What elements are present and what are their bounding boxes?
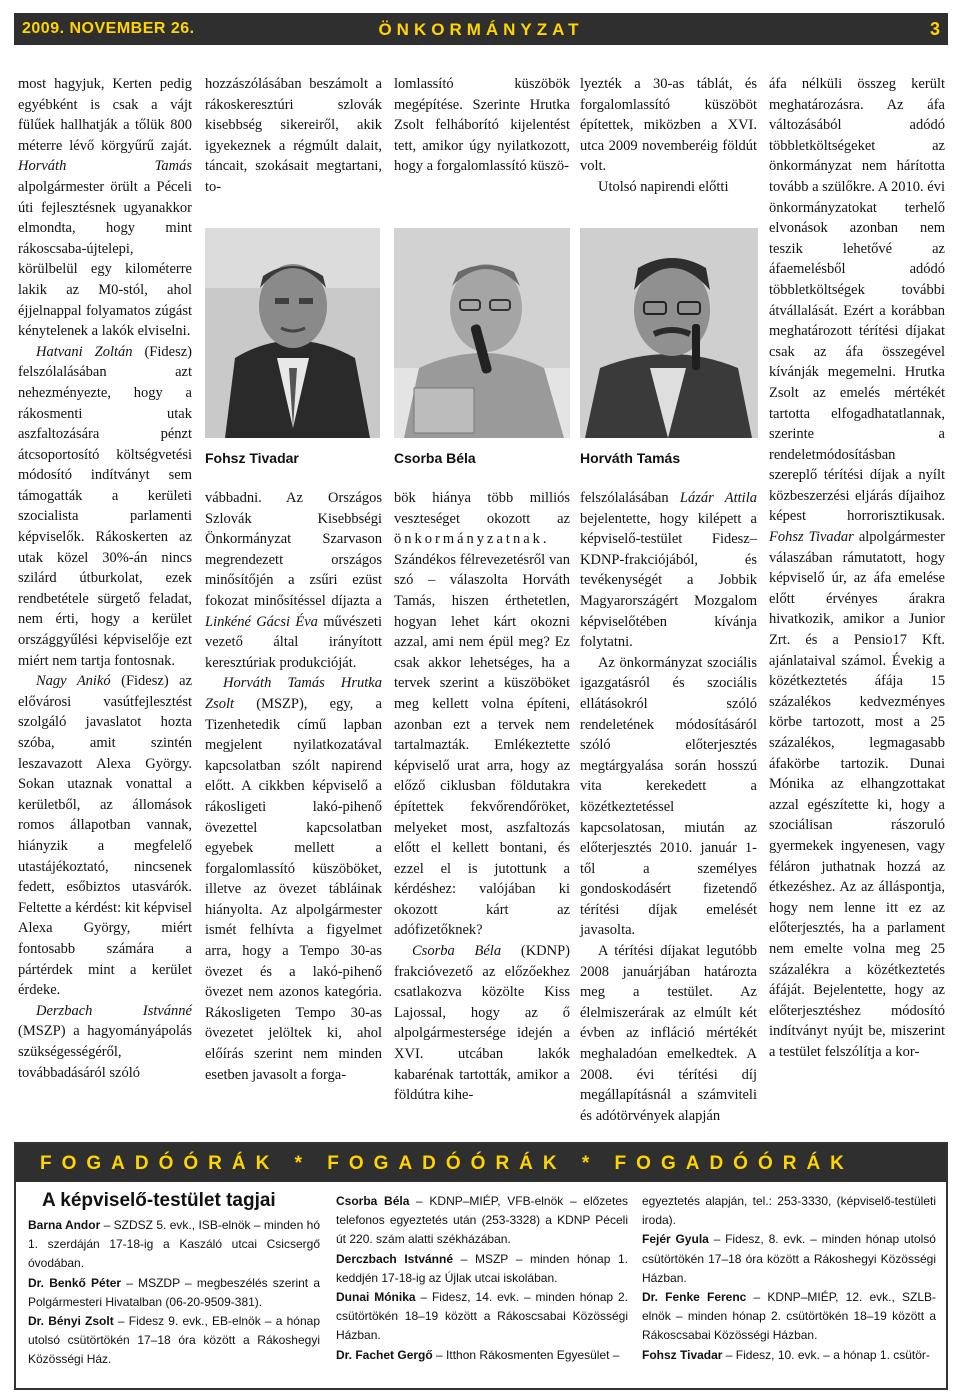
article-column-4-bottom <box>580 488 757 1126</box>
person-name: Fohsz Tivadar <box>769 529 854 546</box>
paragraph <box>18 671 192 1001</box>
text-run: önkormányzatnak. <box>394 531 550 548</box>
list-item <box>336 1250 628 1288</box>
member-name: Dr. Bényi Zsolt <box>28 1314 114 1329</box>
person-name: Horváth Tamás Hrutka Zsolt <box>205 675 382 712</box>
text-run: (Fidesz) az elővárosi vasútfejlesztést szolgáló javaslatot hozta szóba, amit szintén leszavazott Alexa György. Sokan utaznak vonattal a kerületből, az állomások romos állapotban vannak, hiányzik a megfelelő utastájékoztató, nincsenek fedett, esőbiztos utasvárók. Feltette a kérdést: kit képvisel Alexa György, miért fontosabb számára a pártérdek mint a kerület érdeke. <box>18 673 193 999</box>
office-hours-column-2 <box>336 1192 628 1365</box>
list-item <box>28 1216 320 1274</box>
portrait-photo-horvath <box>580 228 758 438</box>
photo-caption: Csorba Béla <box>394 450 476 466</box>
section-title: ÖNKORMÁNYZAT <box>378 20 584 39</box>
person-name: Lázár Attila <box>679 490 757 506</box>
paragraph <box>205 488 382 673</box>
text-run: felszólalásában <box>580 490 680 506</box>
text-run: Szándékos félrevezetésről van szó – válaszolta Horváth Tamás, hiszen érthetetlen, hogyan lehet kárt okozni azzal, ami nem épül meg? Ez csak akkor lehetséges, ha a tervek szerint a küszöböket meg kellett volna építeni, azonban ezt a tervek nem tartalmazták. Emlékeztette képviselő urat arra, hogy az előző ciklusban földutakra építettek fekvőrendőröket, melyeket most, aszfaltozás előtt el kellett bontani, és ezzel el is jutottunk a kérdéshez: valójában ki okozott kárt az adófizetőknek? <box>394 551 570 939</box>
paragraph: lomlassító küszöbök megépítése. Szerinte Hrutka Zsolt felháborító kijelentést tett, amikor úgy nyilatkozott, hogy a forgalomlassító küszö- <box>394 76 570 175</box>
portrait-photo-icon <box>394 228 570 438</box>
paragraph <box>580 488 757 653</box>
list-item <box>28 1312 320 1370</box>
issue-date: 2009. NOVEMBER 26. <box>22 20 195 37</box>
member-name: Csorba Béla <box>336 1194 410 1208</box>
member-details: – Itthon Rákosmenten Egyesület – <box>432 1347 620 1362</box>
member-name: Dr. Benkő Péter <box>28 1275 122 1290</box>
page-number: 3 <box>929 19 940 39</box>
paragraph: Utolsó napirendi előtti <box>598 178 729 195</box>
photo-caption: Fohsz Tivadar <box>205 450 299 466</box>
article-column-2-bottom <box>205 488 382 1085</box>
text-run: művészeti vezető által irányított keresztúriak produkcióját. <box>205 613 382 671</box>
office-hours-title: A képviselő-testület tagjai <box>42 1190 276 1211</box>
member-name: Dr. Fenke Ferenc <box>642 1290 747 1305</box>
paragraph <box>394 941 570 1106</box>
member-details: – Fidesz, 10. evk. – a hónap 1. csütör- <box>722 1347 930 1362</box>
text-run: alpolgármester örült a Péceli úti fejlesztésnek ugyanakkor elmondta, hogy mint rákoscsaba-újtelepi, körülbelül egy kilométerre lakik az M0-stól, ahol éjjelnappal folyamatos zúgást kénytelenek a lakók elviselni. <box>18 178 192 340</box>
member-details: – MSZDP – megbeszélés szerint a Polgármesteri Hivatalban (06-20-9509-381). <box>28 1275 320 1309</box>
member-name: Dr. Fachet Gergő <box>336 1347 433 1362</box>
list-item <box>642 1192 936 1230</box>
article-column-5 <box>769 74 945 1063</box>
member-details: egyeztetés alapján, tel.: 253-3330, (képviselő-testületi iroda). <box>642 1194 936 1228</box>
paragraph: lyezték a 30-as táblát, és forgalomlassító küszöböt építettek, miközben a XVI. utca 2009 novemberéig földút volt. <box>580 76 757 175</box>
page-header <box>14 13 948 45</box>
text-run: (KDNP) frakcióvezető az előzőekhez csatlakozva közölte Kiss Lajossal, hogy az ő alpolgármestersége idején a XVI. utcában lakók kabarénak tartották, amikor a földútra kihe- <box>394 943 571 1104</box>
person-name: Csorba Béla <box>412 943 502 960</box>
portrait-photo-icon <box>205 228 380 438</box>
paragraph <box>18 74 192 342</box>
member-details: – KDNP–MIÉP, VFB-elnök – előzetes telefonos egyeztetés után (253-3328) a KDNP Péceli út 220. szám alatti székházában. <box>336 1194 628 1247</box>
paragraph <box>18 342 192 672</box>
paragraph <box>394 488 570 941</box>
list-item <box>336 1346 628 1365</box>
list-item <box>642 1346 936 1365</box>
member-details: – Fidesz, 8. evk. – minden hónap utolsó csütörtökén 17–18 óra között a Rákoshegyi Közösségi Házban. <box>642 1232 936 1285</box>
portrait-photo-icon <box>580 228 758 438</box>
office-hours-banner: FOGADÓÓRÁK * FOGADÓÓRÁK * FOGADÓÓRÁK <box>16 1144 946 1182</box>
article-column-3-bottom <box>394 488 570 1106</box>
person-name: Nagy Anikó <box>36 673 111 690</box>
member-details: – Fidesz, 14. evk. – minden hónap 2. csütörtökén 18–19 között a Rákoscsabai Közösségi Házban. <box>336 1290 628 1343</box>
paragraph: A térítési díjakat legutóbb 2008 januárjában határozta meg a testület. Az élelmiszerárak az elmúlt két évben az infláció mértékét meghaladóan emelkedtek. A 2008. évi térítési díj megállapításnál a számviteli és adótörvények alapján <box>580 943 757 1124</box>
list-item <box>642 1230 936 1288</box>
member-name: Barna Andor <box>28 1218 101 1232</box>
text-run: vábbadni. Az Országos Szlovák Kisebbségi Önkormányzat Szarvason megrendezett országos minősítőjén a zsűri ezüst fokozat minősítéssel díjazta a <box>205 490 382 609</box>
person-name: Linkéné Gácsi Éva <box>205 613 318 630</box>
member-details: – Fidesz 9. evk., EB-elnök – a hónap utolsó csütörtökén 17–18 óra között a Rákoshegyi Közösségi Ház. <box>28 1314 320 1367</box>
text-run: (MSZP), egy, a Tizenhetedik című lapban megjelent nyilatkozatával kapcsolatban szólt napirend előtt. A cikkben képviselő a rákosligeti lakó-pihenő övezettel kapcsolatban egyebek mellett a forgalomlassító küszöböket, illetve az övezet tábláinak hiányolta. Az alpolgármester ismét felhívta a figyelmet arra, hogy a Tempo 30-as övezet és a lakó-pihenő övezet nem azonos kategória. Rákosligeten Tempo 30-as övezetet jelöltek ki, ahol előírás szerint nem minden esetben javasolt a forga- <box>205 695 382 1083</box>
paragraph: hozzászólásában beszámolt a rákoskeresztúri szlovák kisebbség sikereiről, akik igyekeznek a régmúlt dalait, táncait, szokásait megtartani, to- <box>205 76 382 195</box>
office-hours-column-1 <box>28 1216 320 1370</box>
portrait-photo-csorba <box>394 228 570 438</box>
person-name: Derzbach Istvánné <box>36 1002 192 1019</box>
portrait-photo-fohsz <box>205 228 380 438</box>
paragraph <box>769 74 945 1063</box>
member-details: – KDNP–MIÉP, 12. evk., SZLB-elnök – minden hónap 2. csütörtökén 18–19 között a Rákoscsabai Közösségi Házban. <box>642 1290 936 1343</box>
paragraph <box>18 1001 192 1083</box>
paragraph: Az önkormányzat szociális igazgatásról és szociális ellátásokról szóló rendeletének módosításáról szóló előterjesztés megtárgyalása során hosszú vita kerekedett a közétkeztetéssel kapcsolatosan, miután az előterjesztés 2010. január 1-től a személyes gondoskodásért fizetendő térítési díjak emelését javasolta. <box>580 654 757 939</box>
text-run: áfa nélküli összeg került meghatározásra. Az áfa változásából adódó többletköltségeket az önkormányzat nem hárította tovább a szülőkre. A 2010. évi önkormányzatokat terhelő elvonások azonban nem teszik lehetővé az áfaemelésből adódó többletköltségek további átvállalását. Ezért a korábban meghatározott térítési díjakat csak az áfa összegével kívánják megemelni. Hrutka Zsolt az emelés mértékét tartotta elfogadhatatlannak, szerinte a rendeletmódosításban szereplő térítési díjak a nyílt közbeszerzési eljárás díjaihoz képest horrorisztikusak. <box>769 76 945 525</box>
photo-caption: Horváth Tamás <box>580 450 681 466</box>
member-name: Derczbach Istvánné <box>336 1251 454 1266</box>
member-name: Fohsz Tivadar <box>642 1347 723 1362</box>
list-item <box>28 1274 320 1312</box>
office-hours-box <box>14 1142 948 1390</box>
paragraph <box>205 673 382 1085</box>
article-column-3-top <box>394 74 570 177</box>
article-column-1 <box>18 74 192 1083</box>
person-name: Hatvani Zoltán <box>36 343 133 360</box>
member-name: Dunai Mónika <box>336 1290 416 1305</box>
list-item <box>336 1288 628 1346</box>
text-run: alpolgármester válaszában rámutatott, hogy képviselő úr, az áfa emelése előtt érvényes árakra hivatkozik, amikor a Junior Zrt. és a Pensio17 Kft. ajánlataival számol. Évekig a közétkeztetés áfája 15 százalékos kedvezményes körbe tartozott, most a 25 százalékos, legmagasabb áfakörbe tartozik. Dunai Mónika az elhangzottakat azzal egészítette ki, hogy a szociálisan rászoruló gyermekek ingyenesen, vagy féláron juthatnak hozzá az étkezéshez. Az az álláspontja, hogy nem lenne itt ez az előterjesztés, ha a parlament nem emelte volna meg 25 százalékra a közétkeztetés áfáját. Bejelentette, hogy az előterjesztéshez módosító indítványt nyújt be, miszerint a testület felszólítja a kor- <box>769 529 945 1060</box>
text-run: most hagyjuk, Kerten pedig egyébként is csak a vájt fülűek hallhatják a tőlük 800 méterre lévő körgyűrű zaját. <box>18 76 192 154</box>
text-run: (Fidesz) felszólalásában azt nehezményezte, hogy a rákosmenti utak aszfaltozására pénzt átcsoportosító költségvetési módosító indítványt sem támogatták a kerületi szocialista parlamenti képviselők. Rákoskerten az utak közel 30%-án nincs szilárd útburkolat, ezek rendbetétele sürgető feladat, nem érti, hogy a kerület országgyűlési képviselője ezt miért nem tartja fontosnak. <box>18 343 192 669</box>
list-item <box>642 1288 936 1346</box>
person-name: Horváth Tamás <box>18 158 192 175</box>
article-column-4-top <box>580 74 757 198</box>
text-run: bejelentette, hogy kilépett a képviselő-testület Fidesz–KDNP-frakciójából, és tevékenységét a Jobbik Magyarországért Mozgalom képviselőtében kívánja folytatni. <box>580 510 757 651</box>
member-details: – SZDSZ 5. evk., ISB-elnök – minden hó 1. szerdáján 17-18-ig a Kaszáló utcai Csicsergő óvodában. <box>28 1218 320 1271</box>
article-column-2-top <box>205 74 382 198</box>
text-run: (MSZP) a hagyományápolás szükségességéről, továbbadásáról szóló <box>18 1023 192 1081</box>
office-hours-column-3 <box>642 1192 936 1365</box>
member-name: Fejér Gyula <box>642 1232 709 1247</box>
list-item <box>336 1192 628 1250</box>
text-run: bök hiánya több milliós veszteséget okozott az <box>394 490 570 527</box>
member-details: – MSZP – minden hónap 1. keddjén 17-18-ig az Újlak utcai iskolában. <box>336 1251 628 1285</box>
